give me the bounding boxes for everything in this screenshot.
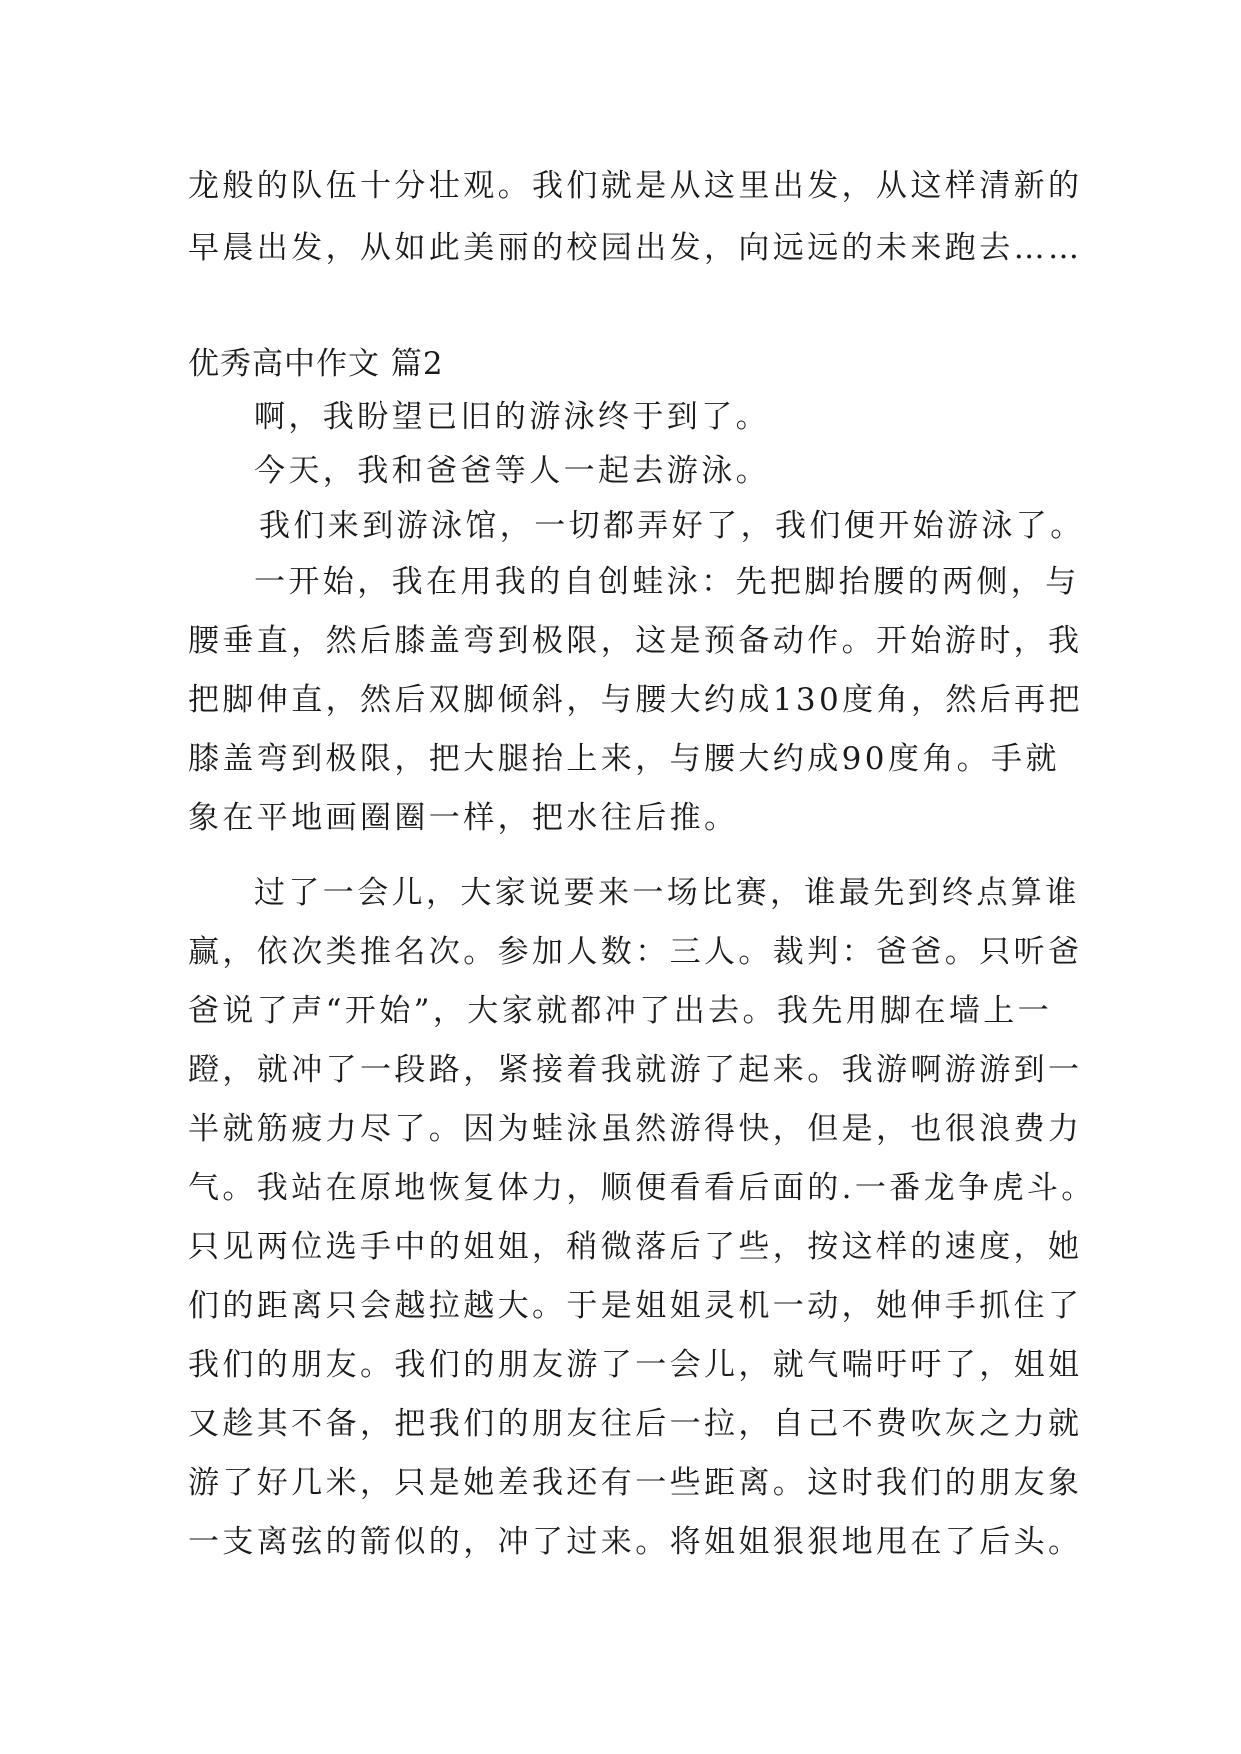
text-line: 半就筋疲力尽了。因为蛙泳虽然游得快，但是，也很浪费力 (188, 1111, 1083, 1147)
text-line: 过了一会儿，大家说要来一场比赛，谁最先到终点算谁 (254, 875, 1080, 911)
section-title: 优秀高中作文 篇2 (188, 346, 444, 382)
text-line: 今天，我和爸爸等人一起去游泳。 (254, 453, 770, 489)
text-line: 们的距离只会越拉越大。于是姐姐灵机一动，她伸手抓住了 (188, 1288, 1083, 1324)
text-line: 啊，我盼望已旧的游泳终于到了。 (254, 399, 770, 435)
text-line: 只见两位选手中的姐姐，稍微落后了些，按这样的速度，她 (188, 1229, 1083, 1265)
text-line: 游了好几米，只是她差我还有一些距离。这时我们的朋友象 (188, 1465, 1083, 1501)
text-line: 腰垂直，然后膝盖弯到极限，这是预备动作。开始游时，我 (188, 623, 1083, 659)
text-line: 赢，依次类推名次。参加人数：三人。裁判：爸爸。只听爸 (188, 934, 1083, 970)
text-line: 一开始，我在用我的自创蛙泳：先把脚抬腰的两侧，与 (254, 564, 1080, 600)
text-line: 早晨出发，从如此美丽的校园出发，向远远的未来跑去…… (188, 230, 1083, 266)
text-line: 又趁其不备，把我们的朋友往后一拉，自己不费吹灰之力就 (188, 1406, 1083, 1442)
text-line: 象在平地画圈圈一样，把水往后推。 (188, 800, 739, 836)
text-line: 把脚伸直，然后双脚倾斜，与腰大约成130度角，然后再把 (188, 682, 1083, 718)
text-line: 膝盖弯到极限，把大腿抬上来，与腰大约成90度角。手就 (188, 741, 1060, 777)
text-line: 爸说了声“开始”，大家就都冲了出去。我先用脚在墙上一 (188, 993, 1053, 1029)
text-line: 我们来到游泳馆，一切都弄好了，我们便开始游泳了。 (259, 508, 1085, 544)
text-line: 一支离弦的箭似的，冲了过来。将姐姐狠狠地甩在了后头。 (188, 1524, 1083, 1560)
text-line: 气。我站在原地恢复体力，顺便看看后面的.一番龙争虎斗。 (188, 1170, 1096, 1206)
text-line: 龙般的队伍十分壮观。我们就是从这里出发，从这样清新的 (188, 168, 1083, 204)
text-line: 我们的朋友。我们的朋友游了一会儿，就气喘吁吁了，姐姐 (188, 1347, 1083, 1383)
text-line: 蹬，就冲了一段路，紧接着我就游了起来。我游啊游游到一 (188, 1052, 1083, 1088)
